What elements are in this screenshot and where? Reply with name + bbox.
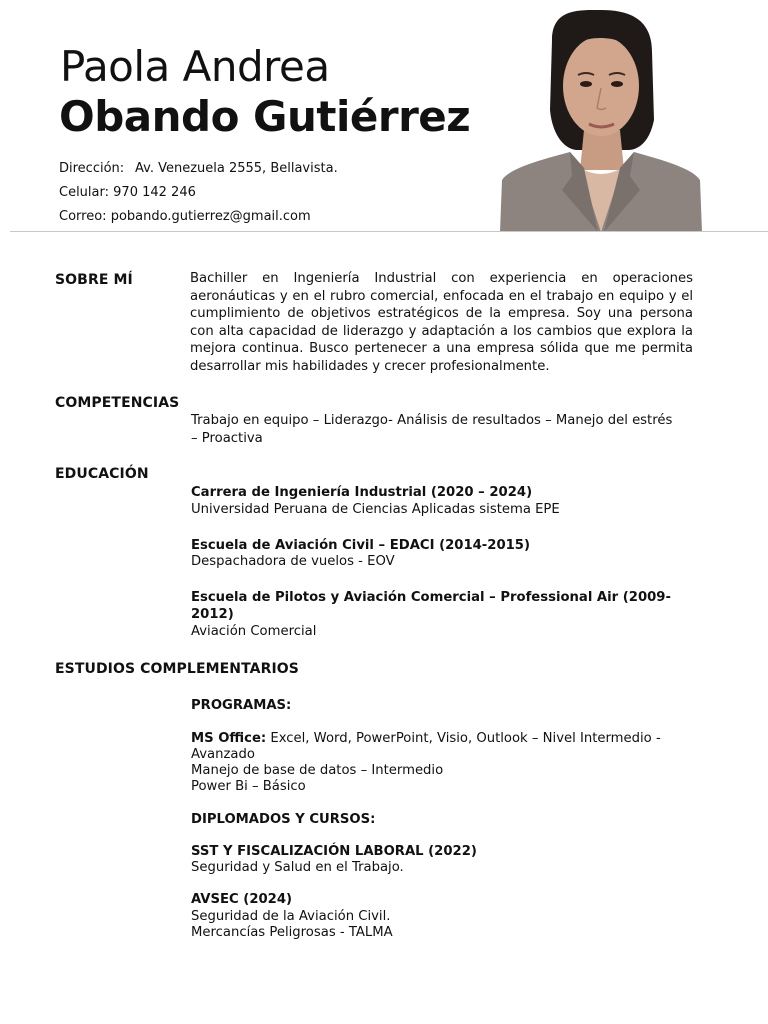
ms-office-cont: Avanzado: [191, 747, 255, 762]
contact-phone: [59, 186, 196, 199]
email-value[interactable]: pobando.gutierrez@gmail.com: [110, 209, 311, 224]
header-divider: [10, 231, 768, 232]
ms-office-text: Excel, Word, PowerPoint, Visio, Outlook – Nivel Intermedio -: [266, 731, 661, 746]
last-name: Obando Gutiérrez: [59, 92, 471, 141]
address-label: Dirección:: [59, 161, 125, 176]
education-item-detail: Universidad Peruana de Ciencias Aplicadas sistema EPE: [191, 502, 560, 517]
section-title-education: EDUCACIÓN: [55, 466, 149, 482]
ms-office-line: [191, 730, 661, 748]
database-skill: Manejo de base de datos – Intermedio: [191, 763, 444, 778]
education-item-title: Carrera de Ingeniería Industrial (2020 – 2024): [191, 485, 533, 500]
skills-line-1: Trabajo en equipo – Liderazgo- Análisis de resultados – Manejo del estrés: [191, 413, 673, 428]
section-title-about: SOBRE MÍ: [55, 272, 133, 288]
first-name: Paola Andrea: [60, 42, 330, 91]
phone-value: 970 142 246: [113, 185, 196, 200]
education-item-title-cont: 2012): [191, 607, 234, 622]
about-text: Bachiller en Ingeniería Industrial con experiencia en operaciones aeronáuticas y en el rubro comercial, enfocada en el trabajo en equipo y el cumplimiento de objetivos estratégicos de la empresa. Soy una persona con alta capacidad de liderazgo y adaptación a los cambios que explora la mejora continua. Busco pertenecer a una empresa sólida que me permita desarrollar mis habilidades y crecer profesionalmente.: [190, 271, 693, 374]
skills-line-2: – Proactiva: [191, 431, 263, 446]
phone-label: Celular:: [59, 185, 110, 200]
education-item-detail: Despachadora de vuelos - EOV: [191, 554, 395, 569]
contact-email: [59, 210, 311, 223]
courses-heading: DIPLOMADOS Y CURSOS:: [191, 812, 376, 827]
course-title: AVSEC (2024): [191, 892, 293, 907]
contact-address: [59, 162, 338, 175]
education-item-title: Escuela de Pilotos y Aviación Comercial – Professional Air (2009-: [191, 590, 671, 605]
section-title-skills: COMPETENCIAS: [55, 395, 180, 411]
course-detail: Seguridad de la Aviación Civil.: [191, 909, 391, 924]
programs-heading: PROGRAMAS:: [191, 698, 292, 713]
email-label: Correo:: [59, 209, 107, 224]
education-item-detail: Aviación Comercial: [191, 624, 317, 639]
course-title: SST Y FISCALIZACIÓN LABORAL (2022): [191, 844, 477, 859]
course-detail: Seguridad y Salud en el Trabajo.: [191, 860, 404, 875]
ms-office-label: MS Office:: [191, 731, 267, 746]
profile-photo: [500, 0, 702, 232]
address-value: Av. Venezuela 2555, Bellavista.: [135, 161, 338, 176]
education-item-title: Escuela de Aviación Civil – EDACI (2014-2015): [191, 538, 531, 553]
section-title-complementary: ESTUDIOS COMPLEMENTARIOS: [55, 661, 299, 677]
course-detail: Mercancías Peligrosas - TALMA: [191, 925, 393, 940]
powerbi-skill: Power Bi – Básico: [191, 779, 306, 794]
